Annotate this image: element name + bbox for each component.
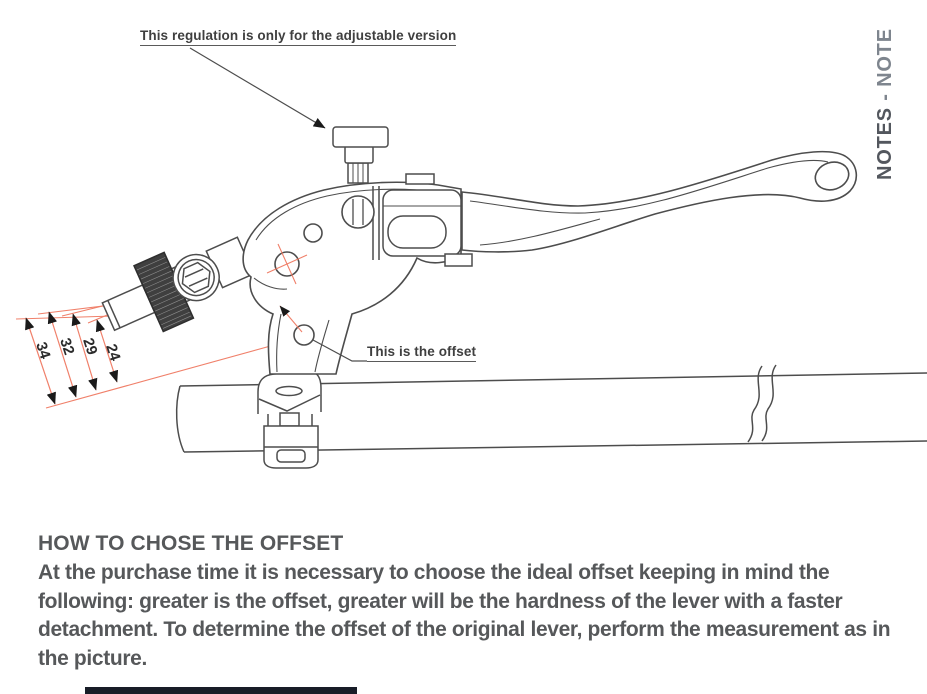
handlebar-clamp xyxy=(258,371,321,468)
hinge-top-tab xyxy=(406,174,434,184)
dim-label-24: 24 xyxy=(102,341,124,364)
dim-label-29: 29 xyxy=(79,335,101,358)
how-to-section xyxy=(38,532,913,673)
bar-break-mark xyxy=(748,366,762,442)
offset-annotation: This is the offset xyxy=(367,344,476,362)
span-adjuster xyxy=(94,223,260,350)
reach-adjuster-knob xyxy=(333,127,388,183)
slotted-screw xyxy=(342,196,374,228)
offset-hole xyxy=(294,325,314,345)
top-annotation-leader xyxy=(190,48,325,128)
body-hole xyxy=(304,224,322,242)
section-heading: HOW TO CHOSE THE OFFSET xyxy=(38,532,344,555)
top-annotation: This regulation is only for the adjustable version xyxy=(140,28,456,46)
footer-bar xyxy=(85,687,357,694)
dim-label-34: 34 xyxy=(32,339,54,362)
dim-label-32: 32 xyxy=(56,335,78,358)
side-label-notes xyxy=(874,28,897,180)
lever-blade xyxy=(462,152,856,252)
side-label-secondary: - NOTE xyxy=(874,28,896,108)
side-label-primary: NOTES xyxy=(874,107,896,180)
hinge-bottom-tab xyxy=(445,254,472,266)
section-body: At the purchase time it is necessary to choose the ideal offset keeping in mind the following: greater is the offset, greater will be the hardness of the lever with a faster detachment. To determine the offset of the original lever, perform the measurement as in the picture. xyxy=(38,561,891,670)
